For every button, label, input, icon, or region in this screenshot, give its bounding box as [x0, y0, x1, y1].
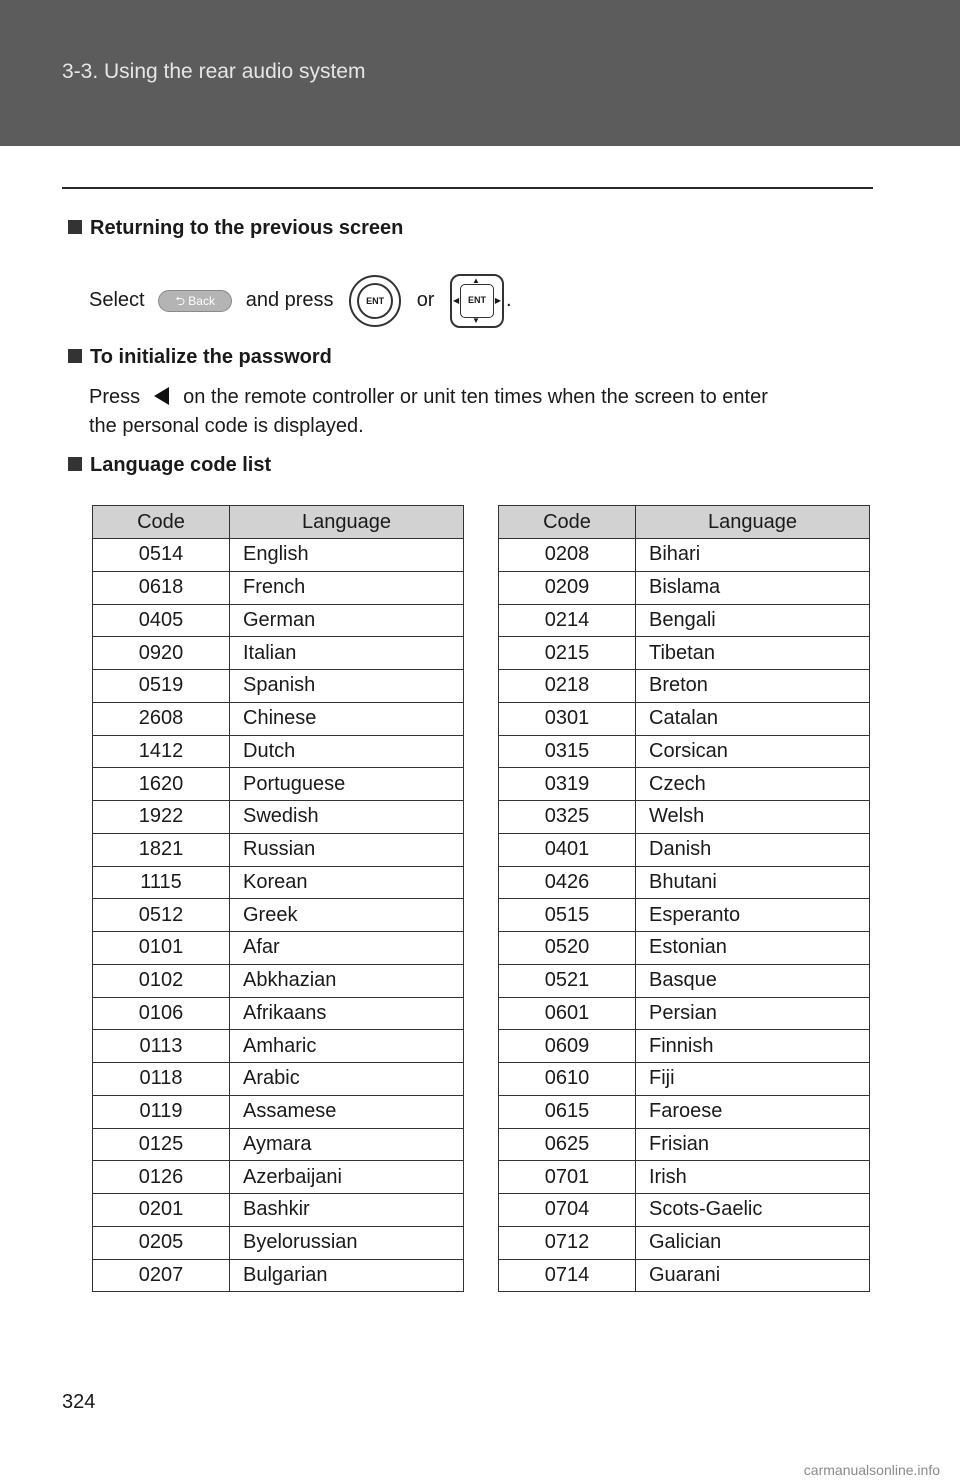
- table-row: [93, 1161, 464, 1194]
- language-cell: Greek: [230, 899, 464, 932]
- heading-language: [68, 454, 271, 477]
- table-row: [499, 768, 870, 801]
- table-row: [93, 670, 464, 703]
- table-row: [93, 1030, 464, 1063]
- language-cell: Bihari: [636, 539, 870, 572]
- code-cell: 0618: [93, 571, 230, 604]
- page-header: [0, 0, 960, 146]
- table-row: [93, 899, 464, 932]
- code-cell: 0701: [499, 1161, 636, 1194]
- language-cell: German: [230, 604, 464, 637]
- table-row: [499, 735, 870, 768]
- code-cell: 2608: [93, 702, 230, 735]
- code-cell: 0920: [93, 637, 230, 670]
- table-row: [93, 1128, 464, 1161]
- heading-text: To initialize the password: [90, 346, 332, 368]
- table-row: [93, 735, 464, 768]
- code-cell: 0625: [499, 1128, 636, 1161]
- table-row: [93, 571, 464, 604]
- code-cell: 0609: [499, 1030, 636, 1063]
- code-cell: 0512: [93, 899, 230, 932]
- table-row: [93, 1063, 464, 1096]
- ent-pad-icon: [450, 274, 504, 328]
- table-row: [499, 932, 870, 965]
- language-cell: Spanish: [230, 670, 464, 703]
- code-cell: 0118: [93, 1063, 230, 1096]
- language-cell: Abkhazian: [230, 964, 464, 997]
- language-cell: Dutch: [230, 735, 464, 768]
- language-cell: Scots-Gaelic: [636, 1194, 870, 1227]
- language-cell: Tibetan: [636, 637, 870, 670]
- code-cell: 0218: [499, 670, 636, 703]
- language-cell: Finnish: [636, 1030, 870, 1063]
- code-cell: 0405: [93, 604, 230, 637]
- code-cell: 0113: [93, 1030, 230, 1063]
- language-cell: Bengali: [636, 604, 870, 637]
- code-cell: 1115: [93, 866, 230, 899]
- table-row: [93, 1194, 464, 1227]
- code-cell: 0521: [499, 964, 636, 997]
- code-cell: 0119: [93, 1095, 230, 1128]
- code-cell: 0515: [499, 899, 636, 932]
- code-cell: 0610: [499, 1063, 636, 1096]
- language-cell: Azerbaijani: [230, 1161, 464, 1194]
- bullet-square-icon: [68, 349, 82, 363]
- code-cell: 0519: [93, 670, 230, 703]
- language-cell: Breton: [636, 670, 870, 703]
- code-cell: 1821: [93, 833, 230, 866]
- language-cell: Bhutani: [636, 866, 870, 899]
- language-cell: Aymara: [230, 1128, 464, 1161]
- table-row: [499, 604, 870, 637]
- table-row: [499, 1161, 870, 1194]
- left-triangle-icon: [154, 387, 169, 405]
- language-cell: Amharic: [230, 1030, 464, 1063]
- language-cell: Byelorussian: [230, 1226, 464, 1259]
- code-cell: 1620: [93, 768, 230, 801]
- code-header: Code: [93, 506, 230, 539]
- language-cell: Bislama: [636, 571, 870, 604]
- table-row: [499, 801, 870, 834]
- language-cell: Russian: [230, 833, 464, 866]
- password-text-line2: the personal code is displayed.: [89, 415, 364, 437]
- table-row: [499, 1030, 870, 1063]
- code-cell: 0102: [93, 964, 230, 997]
- table-row: [499, 571, 870, 604]
- table-row: [93, 1226, 464, 1259]
- page-number: 324: [62, 1391, 96, 1413]
- language-cell: Persian: [636, 997, 870, 1030]
- heading-returning: [68, 217, 403, 240]
- language-cell: Basque: [636, 964, 870, 997]
- code-cell: 0714: [499, 1259, 636, 1292]
- table-row: [499, 1259, 870, 1292]
- language-cell: Irish: [636, 1161, 870, 1194]
- language-cell: Esperanto: [636, 899, 870, 932]
- table-row: [499, 1194, 870, 1227]
- ent-label: ENT: [357, 283, 393, 319]
- table-row: [93, 1095, 464, 1128]
- password-instruction: [89, 383, 768, 441]
- table-row: [93, 539, 464, 572]
- table-row: [93, 604, 464, 637]
- code-cell: 0205: [93, 1226, 230, 1259]
- down-arrow-icon: ▼: [472, 315, 480, 325]
- language-header: Language: [230, 506, 464, 539]
- table-row: [499, 1095, 870, 1128]
- up-arrow-icon: ▲: [472, 275, 480, 285]
- table-row: [499, 866, 870, 899]
- password-text-line1: on the remote controller or unit ten times when the screen to enter: [183, 386, 768, 408]
- language-cell: Arabic: [230, 1063, 464, 1096]
- heading-password: [68, 346, 332, 369]
- left-arrow-icon: ◀: [453, 295, 460, 305]
- press-text: Press: [89, 386, 141, 408]
- table-row: [93, 964, 464, 997]
- code-cell: 0106: [93, 997, 230, 1030]
- language-cell: Catalan: [636, 702, 870, 735]
- bullet-square-icon: [68, 220, 82, 234]
- code-cell: 0208: [499, 539, 636, 572]
- language-cell: Welsh: [636, 801, 870, 834]
- ent-knob-icon: [349, 275, 401, 327]
- code-cell: 0514: [93, 539, 230, 572]
- table-row: [93, 866, 464, 899]
- code-cell: 0319: [499, 768, 636, 801]
- language-cell: Estonian: [636, 932, 870, 965]
- code-cell: 0301: [499, 702, 636, 735]
- section-title: 3-3. Using the rear audio system: [62, 60, 366, 83]
- language-cell: Assamese: [230, 1095, 464, 1128]
- language-code-table-right: [498, 505, 870, 1292]
- language-cell: Frisian: [636, 1128, 870, 1161]
- and-press-text: and press: [245, 289, 334, 311]
- heading-text: Language code list: [90, 454, 272, 476]
- language-cell: Bulgarian: [230, 1259, 464, 1292]
- table-row: [93, 932, 464, 965]
- table-row: [93, 833, 464, 866]
- code-cell: 0401: [499, 833, 636, 866]
- code-cell: 0207: [93, 1259, 230, 1292]
- back-button-icon: ⮌ Back: [158, 290, 232, 312]
- code-cell: 1922: [93, 801, 230, 834]
- language-header: Language: [636, 506, 870, 539]
- code-cell: 0209: [499, 571, 636, 604]
- table-row: [93, 801, 464, 834]
- table-row: [93, 702, 464, 735]
- language-cell: French: [230, 571, 464, 604]
- heading-text: Returning to the previous screen: [90, 217, 404, 239]
- language-cell: Afar: [230, 932, 464, 965]
- table-row: [93, 768, 464, 801]
- period: .: [506, 289, 512, 311]
- select-text: Select: [89, 289, 145, 311]
- table-row: [499, 964, 870, 997]
- table-row: [499, 539, 870, 572]
- code-cell: 0215: [499, 637, 636, 670]
- language-cell: Italian: [230, 637, 464, 670]
- code-header: Code: [499, 506, 636, 539]
- table-row: [499, 833, 870, 866]
- language-cell: Fiji: [636, 1063, 870, 1096]
- code-cell: 0615: [499, 1095, 636, 1128]
- right-arrow-icon: ▶: [494, 295, 502, 305]
- table-row: [499, 1063, 870, 1096]
- language-cell: English: [230, 539, 464, 572]
- code-cell: 0126: [93, 1161, 230, 1194]
- code-cell: 0601: [499, 997, 636, 1030]
- code-cell: 0704: [499, 1194, 636, 1227]
- back-label: Back: [188, 293, 215, 308]
- watermark: carmanualsonline.info: [803, 1462, 940, 1478]
- ent-label: ENT: [460, 284, 494, 318]
- language-code-table-left: [92, 505, 464, 1292]
- table-row: [499, 1226, 870, 1259]
- or-text: or: [416, 289, 435, 311]
- table-row: [93, 997, 464, 1030]
- language-cell: Swedish: [230, 801, 464, 834]
- table-row: [499, 899, 870, 932]
- code-cell: 0325: [499, 801, 636, 834]
- table-row: [499, 670, 870, 703]
- code-cell: 0712: [499, 1226, 636, 1259]
- language-cell: Bashkir: [230, 1194, 464, 1227]
- code-cell: 0520: [499, 932, 636, 965]
- divider: [62, 187, 873, 189]
- code-cell: 0426: [499, 866, 636, 899]
- language-cell: Galician: [636, 1226, 870, 1259]
- table-row: [499, 637, 870, 670]
- table-row: [93, 637, 464, 670]
- table-row: [93, 1259, 464, 1292]
- code-cell: 0214: [499, 604, 636, 637]
- code-cell: 0315: [499, 735, 636, 768]
- code-cell: 0201: [93, 1194, 230, 1227]
- bullet-square-icon: [68, 457, 82, 471]
- table-row: [499, 997, 870, 1030]
- returning-instruction: [89, 270, 512, 330]
- language-cell: Chinese: [230, 702, 464, 735]
- language-cell: Faroese: [636, 1095, 870, 1128]
- language-cell: Guarani: [636, 1259, 870, 1292]
- language-cell: Korean: [230, 866, 464, 899]
- language-cell: Portuguese: [230, 768, 464, 801]
- language-cell: Czech: [636, 768, 870, 801]
- code-cell: 0101: [93, 932, 230, 965]
- code-cell: 1412: [93, 735, 230, 768]
- language-cell: Corsican: [636, 735, 870, 768]
- code-cell: 0125: [93, 1128, 230, 1161]
- table-row: [499, 702, 870, 735]
- language-cell: Danish: [636, 833, 870, 866]
- table-row: [499, 1128, 870, 1161]
- language-cell: Afrikaans: [230, 997, 464, 1030]
